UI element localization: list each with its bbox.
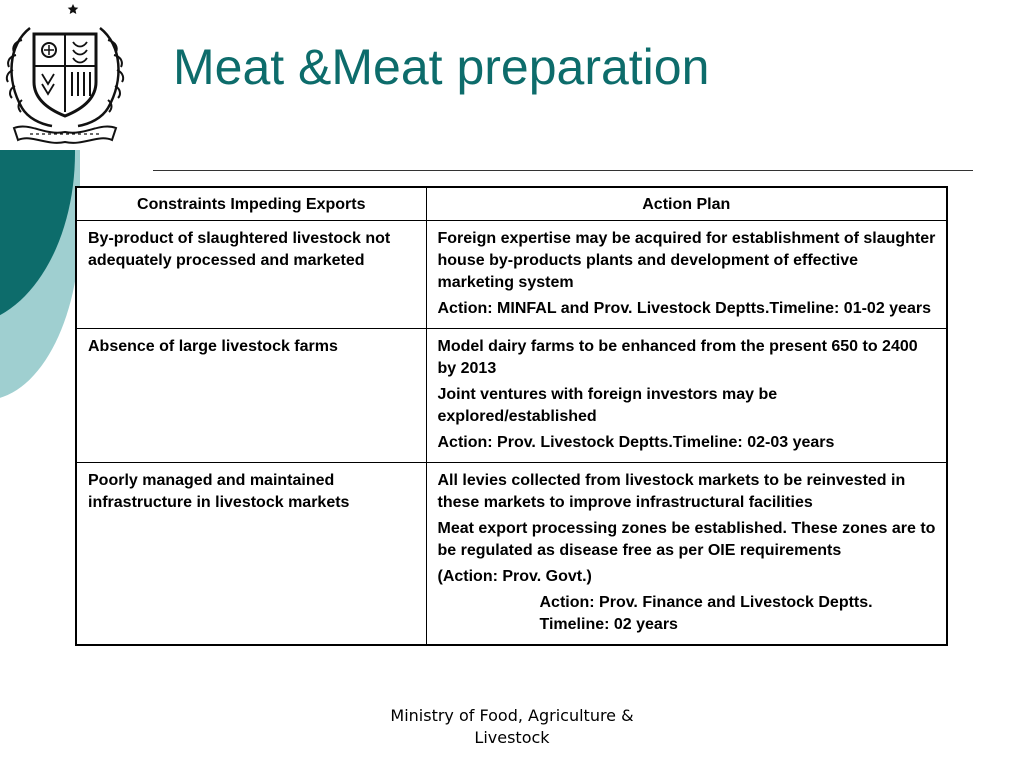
- slide-title: Meat &Meat preparation: [173, 39, 710, 95]
- state-emblem-icon: [0, 0, 130, 150]
- action-item: (Action: Prov. Govt.): [437, 568, 592, 585]
- action-item: Joint ventures with foreign investors may be explored/established: [437, 386, 778, 425]
- action-item: Action: Prov. Livestock Deptts.Timeline: 02-03 years: [437, 434, 835, 451]
- constraint-cell: Absence of large livestock farms: [76, 329, 426, 463]
- table-row: [76, 463, 947, 646]
- action-plan-table: [75, 186, 948, 646]
- slide-footer: Ministry of Food, Agriculture & Livestock: [390, 706, 634, 747]
- table-row: [76, 221, 947, 329]
- header-action-plan: Action Plan: [426, 187, 947, 221]
- action-item: Action: MINFAL and Prov. Livestock Deptts.Timeline: 01-02 years: [437, 300, 931, 317]
- action-cell: [426, 329, 947, 463]
- action-cell: [426, 221, 947, 329]
- table-row: [76, 329, 947, 463]
- action-plan-table-container: [75, 186, 948, 646]
- action-cell: [426, 463, 947, 646]
- action-item: Foreign expertise may be acquired for establishment of slaughter house by-products plants and development of effective marketing system: [437, 230, 936, 291]
- constraint-cell: By-product of slaughtered livestock not adequately processed and marketed: [76, 221, 426, 329]
- action-item: Model dairy farms to be enhanced from the present 650 to 2400 by 2013: [437, 338, 918, 377]
- action-item: Meat export processing zones be established. These zones are to be regulated as disease free as per OIE requirements: [437, 520, 936, 559]
- title-divider: [153, 170, 973, 171]
- action-item: Action: Prov. Finance and Livestock Deptts. Timeline: 02 years: [539, 594, 904, 633]
- constraint-cell: Poorly managed and maintained infrastructure in livestock markets: [76, 463, 426, 646]
- action-item: All levies collected from livestock markets to be reinvested in these markets to improve infrastructural facilities: [437, 472, 906, 511]
- table-header-row: [76, 187, 947, 221]
- header-constraints: Constraints Impeding Exports: [76, 187, 426, 221]
